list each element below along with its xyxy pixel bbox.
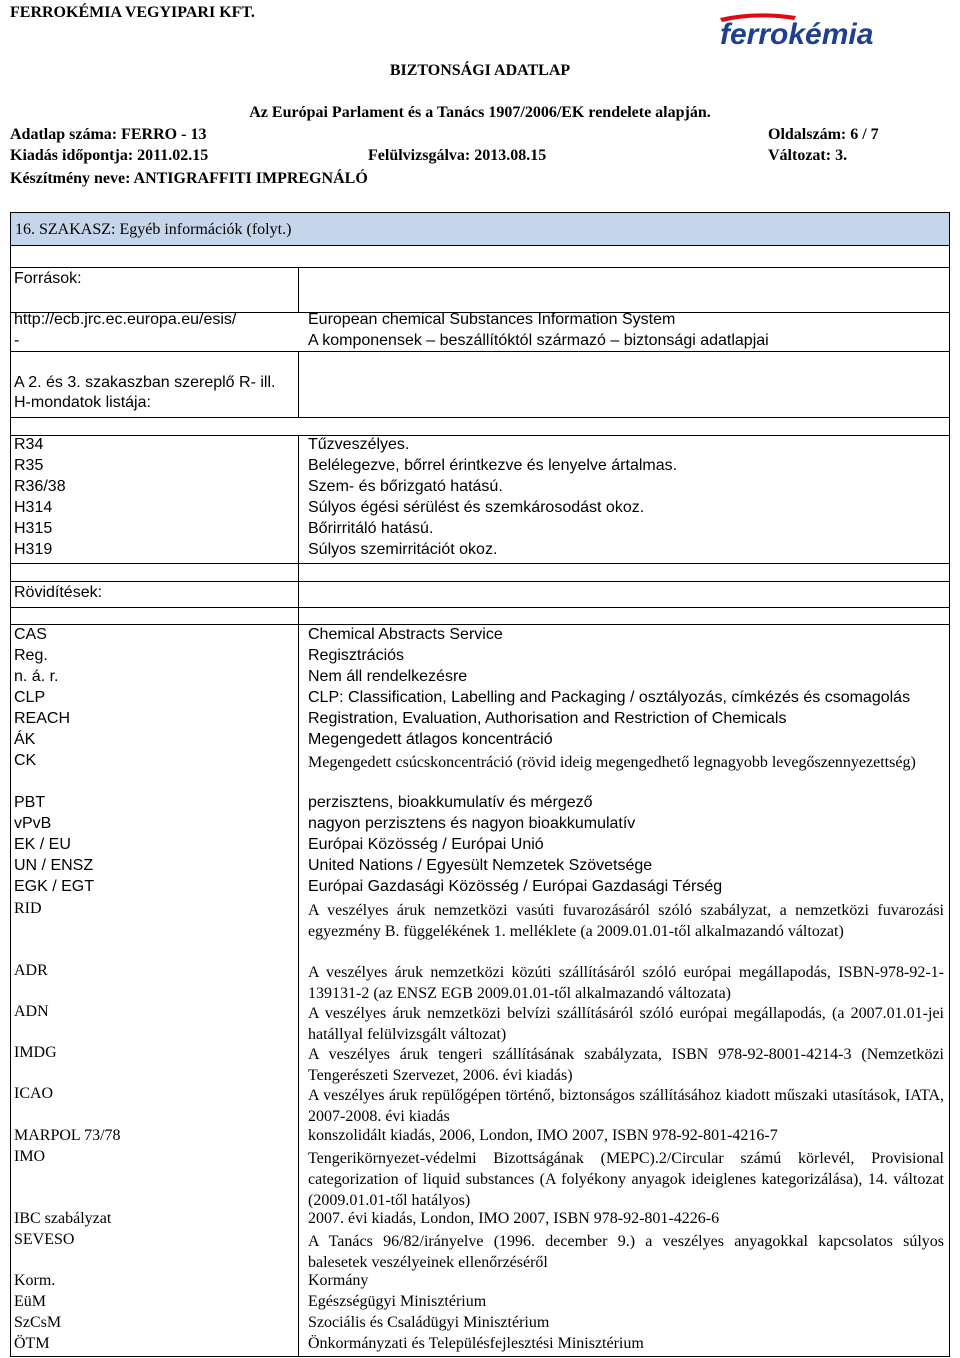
abbr-key: ADN xyxy=(14,1003,49,1020)
abbr-key: ADR xyxy=(14,962,48,979)
abbr-value: 2007. évi kiadás, London, IMO 2007, ISBN 978-92-801-4226-6 xyxy=(308,1210,720,1227)
phrase-text: Súlyos égési sérülést és szemkárosodást okoz. xyxy=(308,499,645,516)
abbr-value: nagyon perzisztens és nagyon bioakkumulatív xyxy=(308,815,636,832)
abbr-value: A veszélyes áruk nemzetközi vasúti fuvarozásáról szóló szabályzat, a nemzetközi fuvarozási egyezmény B. függelékének 1. melléklete (a 2009.01.01-től alkalmazandó változat) xyxy=(308,902,944,940)
phrase-code: H315 xyxy=(14,520,53,537)
page-number: Oldalszám: 6 / 7 xyxy=(768,126,879,143)
abbreviations-label: Rövidítések: xyxy=(14,584,103,601)
section-header xyxy=(10,212,950,246)
abbr-key: REACH xyxy=(14,710,71,727)
abbr-key: Korm. xyxy=(14,1272,56,1289)
abbr-key: IMDG xyxy=(14,1044,57,1061)
abbr-value: Európai Gazdasági Közösség / Európai Gazdasági Térség xyxy=(308,878,723,895)
abbr-key: CK xyxy=(14,752,37,769)
abbr-value: Önkormányzati és Településfejlesztési Minisztérium xyxy=(308,1335,644,1352)
column-divider xyxy=(298,351,299,417)
phrase-text: Tűzveszélyes. xyxy=(308,436,410,453)
row-divider xyxy=(10,351,950,352)
abbr-key: MARPOL 73/78 xyxy=(14,1127,121,1144)
document-title: BIZTONSÁGI ADATLAP xyxy=(389,62,571,79)
logo-text: ferrokémia xyxy=(720,18,874,50)
abbr-value: A veszélyes áruk nemzetközi közúti szállításáról szóló európai megállapodás, ISBN-978-92-1-139131-2 (az ENSZ EGB 2009.01.01-től alkalmazandó változata) xyxy=(308,964,944,1002)
abbr-key: IBC szabályzat xyxy=(14,1210,112,1227)
row-divider xyxy=(10,624,950,625)
abbr-key: SEVESO xyxy=(14,1231,75,1248)
abbr-key: EK / EU xyxy=(14,836,71,853)
abbr-key: ÖTM xyxy=(14,1335,50,1352)
regulation-line: Az Európai Parlament és a Tanács 1907/2006/EK rendelete alapján. xyxy=(249,104,711,121)
abbr-value: Chemical Abstracts Service xyxy=(308,626,503,643)
phrase-code: R35 xyxy=(14,457,44,474)
abbr-value: Registration, Evaluation, Authorisation and Restriction of Chemicals xyxy=(308,710,787,727)
company-logo xyxy=(716,10,910,50)
column-divider xyxy=(298,1000,299,1356)
company-name: FERROKÉMIA VEGYIPARI KFT. xyxy=(10,4,255,21)
abbr-key: CAS xyxy=(14,626,47,643)
phrase-text: Bőrirritáló hatású. xyxy=(308,520,434,537)
section-title: 16. SZAKASZ: Egyéb információk (folyt.) xyxy=(15,221,292,238)
abbr-value: Nem áll rendelkezésre xyxy=(308,668,468,685)
abbr-key: IMO xyxy=(14,1148,46,1165)
version: Változat: 3. xyxy=(768,147,848,164)
abbr-key: PBT xyxy=(14,794,46,811)
abbr-value: A veszélyes áruk nemzetközi belvízi szállításáról szóló európai megállapodás, (a 2007.01.01-jei hatállyal felülvizsgált változat) xyxy=(308,1005,944,1043)
abbr-value: CLP: Classification, Labelling and Packaging / osztályozás, címkézés és csomagolás xyxy=(308,689,911,706)
row-divider xyxy=(10,1356,950,1357)
row-divider xyxy=(10,581,950,582)
source-value: A komponensek – beszállítóktól származó – biztonsági adatlapjai xyxy=(308,332,769,349)
phrase-text: Szem- és bőrizgató hatású. xyxy=(308,478,503,495)
abbr-key: Reg. xyxy=(14,647,48,664)
issue-date: Kiadás időpontja: 2011.02.15 xyxy=(10,147,209,164)
abbr-value: perzisztens, bioakkumulatív és mérgező xyxy=(308,794,593,811)
source-key: - xyxy=(14,332,20,349)
sheet-number: Adatlap száma: FERRO - 13 xyxy=(10,126,207,143)
row-divider xyxy=(10,563,950,564)
abbr-value: Tengerikörnyezet-védelmi Bizottságának (MEPC).2/Circular számú körlevél, Provisional categorization of liquid substances (A folyékony anyagok ideiglenes kategorizálása), 14. változat (2009.01.01-től hatályos) xyxy=(308,1150,944,1209)
sources-label: Források: xyxy=(14,270,82,287)
abbr-value: A veszélyes áruk repülőgépen történő, biztonságos szállításához kiadott műszaki utasítások, IATA, 2007-2008. évi kiadás xyxy=(308,1087,944,1125)
phrase-code: R34 xyxy=(14,436,44,453)
row-divider xyxy=(10,417,950,418)
abbr-key: ICAO xyxy=(14,1085,54,1102)
source-key: http://ecb.jrc.ec.europa.eu/esis/ xyxy=(14,311,237,328)
abbr-key: CLP xyxy=(14,689,46,706)
revision-date: Felülvizsgálva: 2013.08.15 xyxy=(368,147,547,164)
product-name: Készítmény neve: ANTIGRAFFITI IMPREGNÁLÓ xyxy=(10,170,368,187)
abbr-key: UN / ENSZ xyxy=(14,857,94,874)
abbr-key: EüM xyxy=(14,1293,46,1310)
phrase-text: Belélegezve, bőrrel érintkezve és lenyelve ártalmas. xyxy=(308,457,678,474)
abbr-value: konszolidált kiadás, 2006, London, IMO 2007, ISBN 978-92-801-4216-7 xyxy=(308,1127,778,1144)
abbr-value: Szociális és Családügyi Minisztérium xyxy=(308,1314,550,1331)
abbr-value: Regisztrációs xyxy=(308,647,405,664)
row-divider xyxy=(10,607,950,608)
rphrases-label: H-mondatok listája: xyxy=(14,394,151,411)
row-divider xyxy=(10,267,950,268)
abbr-key: n. á. r. xyxy=(14,668,59,685)
abbr-value: A veszélyes áruk tengeri szállításának szabályzata, ISBN 978-92-8001-4214-3 (Nemzetközi Tengerészeti Szervezet, 2006. évi kiadás) xyxy=(308,1046,944,1084)
abbr-value: Kormány xyxy=(308,1272,369,1289)
row-divider xyxy=(10,435,950,436)
rphrases-label: A 2. és 3. szakaszban szereplő R- ill. xyxy=(14,374,276,391)
abbr-key: SzCsM xyxy=(14,1314,62,1331)
column-divider xyxy=(298,267,299,312)
abbr-key: vPvB xyxy=(14,815,52,832)
column-divider xyxy=(298,435,299,1000)
phrase-code: H314 xyxy=(14,499,53,516)
abbr-value: United Nations / Egyesült Nemzetek Szövetsége xyxy=(308,857,653,874)
abbr-value: Megengedett csúcskoncentráció (rövid ideig megengedhető legnagyobb levegőszennyezettség) xyxy=(308,754,916,771)
abbr-value: Egészségügyi Minisztérium xyxy=(308,1293,487,1310)
abbr-value: A Tanács 96/82/irányelve (1996. december 9.) a veszélyes anyagokkal kapcsolatos súlyos balesetek veszélyeinek ellenőrzéséről xyxy=(308,1233,944,1271)
abbr-value: Megengedett átlagos koncentráció xyxy=(308,731,553,748)
phrase-text: Súlyos szemirritációt okoz. xyxy=(308,541,498,558)
abbr-key: RID xyxy=(14,900,42,917)
source-value: European chemical Substances Information System xyxy=(308,311,676,328)
abbr-key: ÁK xyxy=(14,731,36,748)
phrase-code: H319 xyxy=(14,541,53,558)
abbr-value: Európai Közösség / Európai Unió xyxy=(308,836,544,853)
phrase-code: R36/38 xyxy=(14,478,66,495)
abbr-key: EGK / EGT xyxy=(14,878,95,895)
